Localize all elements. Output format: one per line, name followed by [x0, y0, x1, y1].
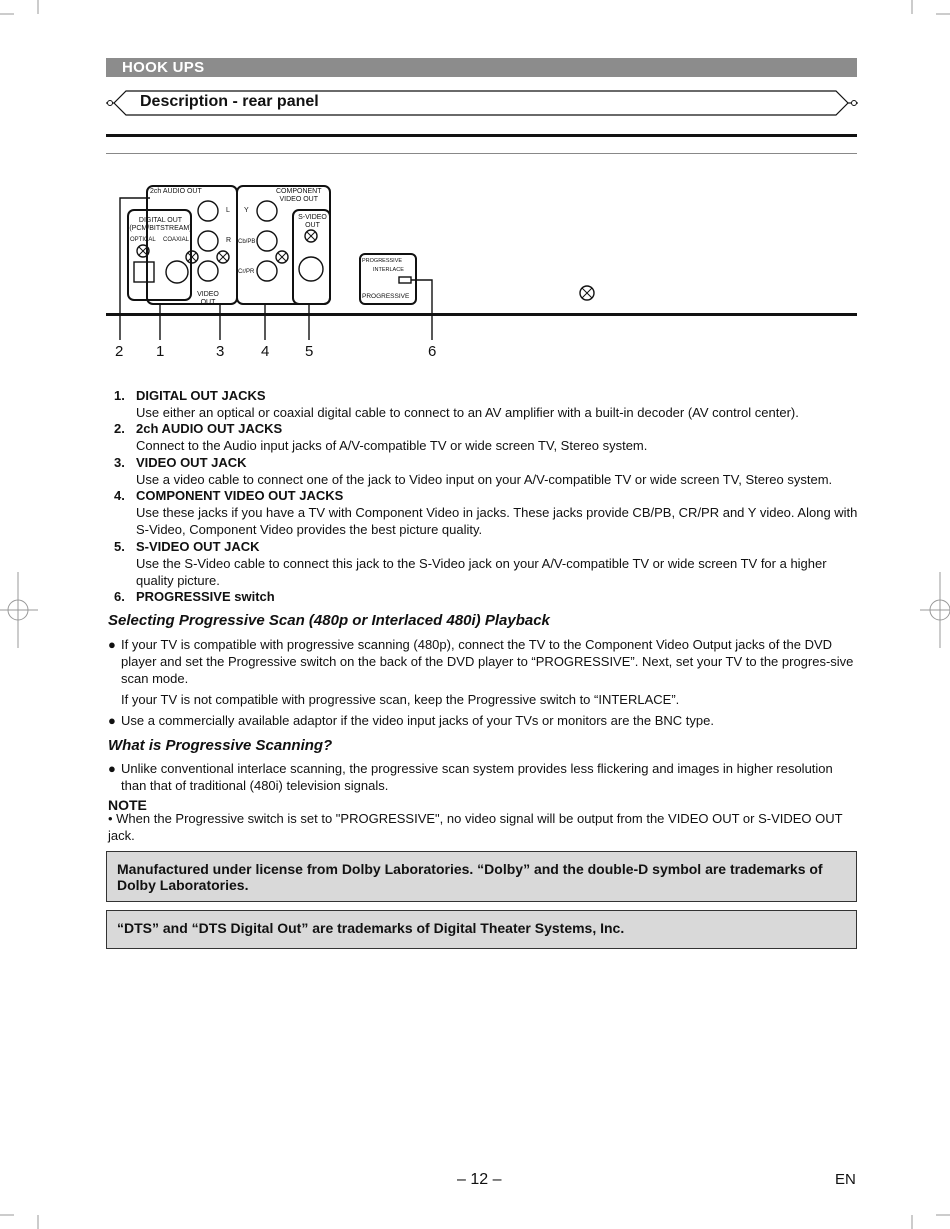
section-header: HOOK UPS [106, 58, 857, 77]
list-item: 5. S-VIDEO OUT JACK Use the S-Video cable to connect this jack to the S-Video jack on your A/V-compatible TV or wide screen TV for a higher quality picture. [114, 539, 827, 588]
bullet-item: ● Unlike conventional interlace scanning, the progressive scan system provides less flickering and images in higher resolution than that of traditional (480i) television signals. [108, 761, 833, 793]
list-item: 1. DIGITAL OUT JACKS Use either an optical or coaxial digital cable to connect to an AV amplifier with a built-in decoder (AV control center). [114, 388, 799, 420]
svideo-label: S-VIDEO OUT [298, 214, 327, 229]
audio-out-label: 2ch AUDIO OUT [150, 188, 202, 195]
progressive-heading: Selecting Progressive Scan (480p or Interlaced 480i) Playback [108, 612, 550, 629]
dts-notice: “DTS” and “DTS Digital Out” are trademarks of Digital Theater Systems, Inc. [106, 910, 857, 949]
left-channel-label: L [226, 207, 230, 214]
callout-2: 2 [115, 343, 124, 360]
coaxial-label: COAXIAL [163, 237, 190, 243]
component-label: COMPONENT VIDEO OUT [276, 188, 322, 203]
progressive-bottom-label: PROGRESSIVE [362, 293, 410, 300]
digital-out-label: DIGITAL OUT (PCM/BITSTREAM) [129, 217, 192, 232]
bullet-item: ● If your TV is compatible with progressive scanning (480p), connect the TV to the Component Video Output jacks of the DVD player and set the Progressive switch on the back of the DVD player to “PROGRESSIVE”. Next, set your TV to the progres-sive scan mode. [108, 637, 854, 686]
optical-label: OPTICAL [130, 237, 156, 243]
dolby-notice: Manufactured under license from Dolby Laboratories. “Dolby” and the double-D symbol are trademarks of Dolby Laboratories. [106, 851, 857, 902]
note-heading: NOTE [108, 797, 147, 813]
callout-3: 3 [216, 343, 225, 360]
cb-label: Cb/PB [238, 239, 256, 245]
panel-base-line [106, 313, 857, 316]
paragraph: If your TV is not compatible with progressive scan, keep the Progressive switch to “INTERLACE”. [121, 692, 680, 707]
video-out-label: VIDEO OUT [197, 291, 219, 306]
progressive-top-label: PROGRESSIVE [362, 258, 403, 264]
divider [106, 134, 857, 137]
callout-5: 5 [305, 343, 314, 360]
divider [106, 153, 857, 154]
note-text: • When the Progressive switch is set to "PROGRESSIVE", no video signal will be output from the VIDEO OUT or S-VIDEO OUT jack. [108, 811, 843, 843]
callout-6: 6 [428, 343, 437, 360]
page-number: – 12 – [457, 1171, 502, 1188]
y-label: Y [244, 207, 249, 214]
callout-4: 4 [261, 343, 270, 360]
list-item: 6. PROGRESSIVE switch [114, 589, 275, 604]
right-channel-label: R [226, 237, 232, 244]
callout-1: 1 [156, 343, 165, 360]
list-item: 3. VIDEO OUT JACK Use a video cable to connect one of the jack to Video input on your A/V-compatible TV or wide screen TV, Stereo system. [114, 455, 833, 487]
language-code: EN [835, 1171, 856, 1188]
interlace-label: INTERLACE [373, 267, 404, 273]
list-item: 4. COMPONENT VIDEO OUT JACKS Use these jacks if you have a TV with Component Video in jacks. These jacks provide CB/PB, CR/PR and Y video. Along with S-Video, Component Video provides the best picture quality. [114, 488, 858, 537]
list-item: 2. 2ch AUDIO OUT JACKS Connect to the Audio input jacks of A/V-compatible TV or wide screen TV, Stereo system. [114, 421, 648, 453]
what-is-heading: What is Progressive Scanning? [108, 737, 333, 754]
page-title: Description - rear panel [140, 93, 319, 110]
bullet-item: ● Use a commercially available adaptor if the video input jacks of your TVs or monitors are the BNC type. [108, 713, 714, 728]
cr-label: Cr/PR [238, 269, 255, 275]
